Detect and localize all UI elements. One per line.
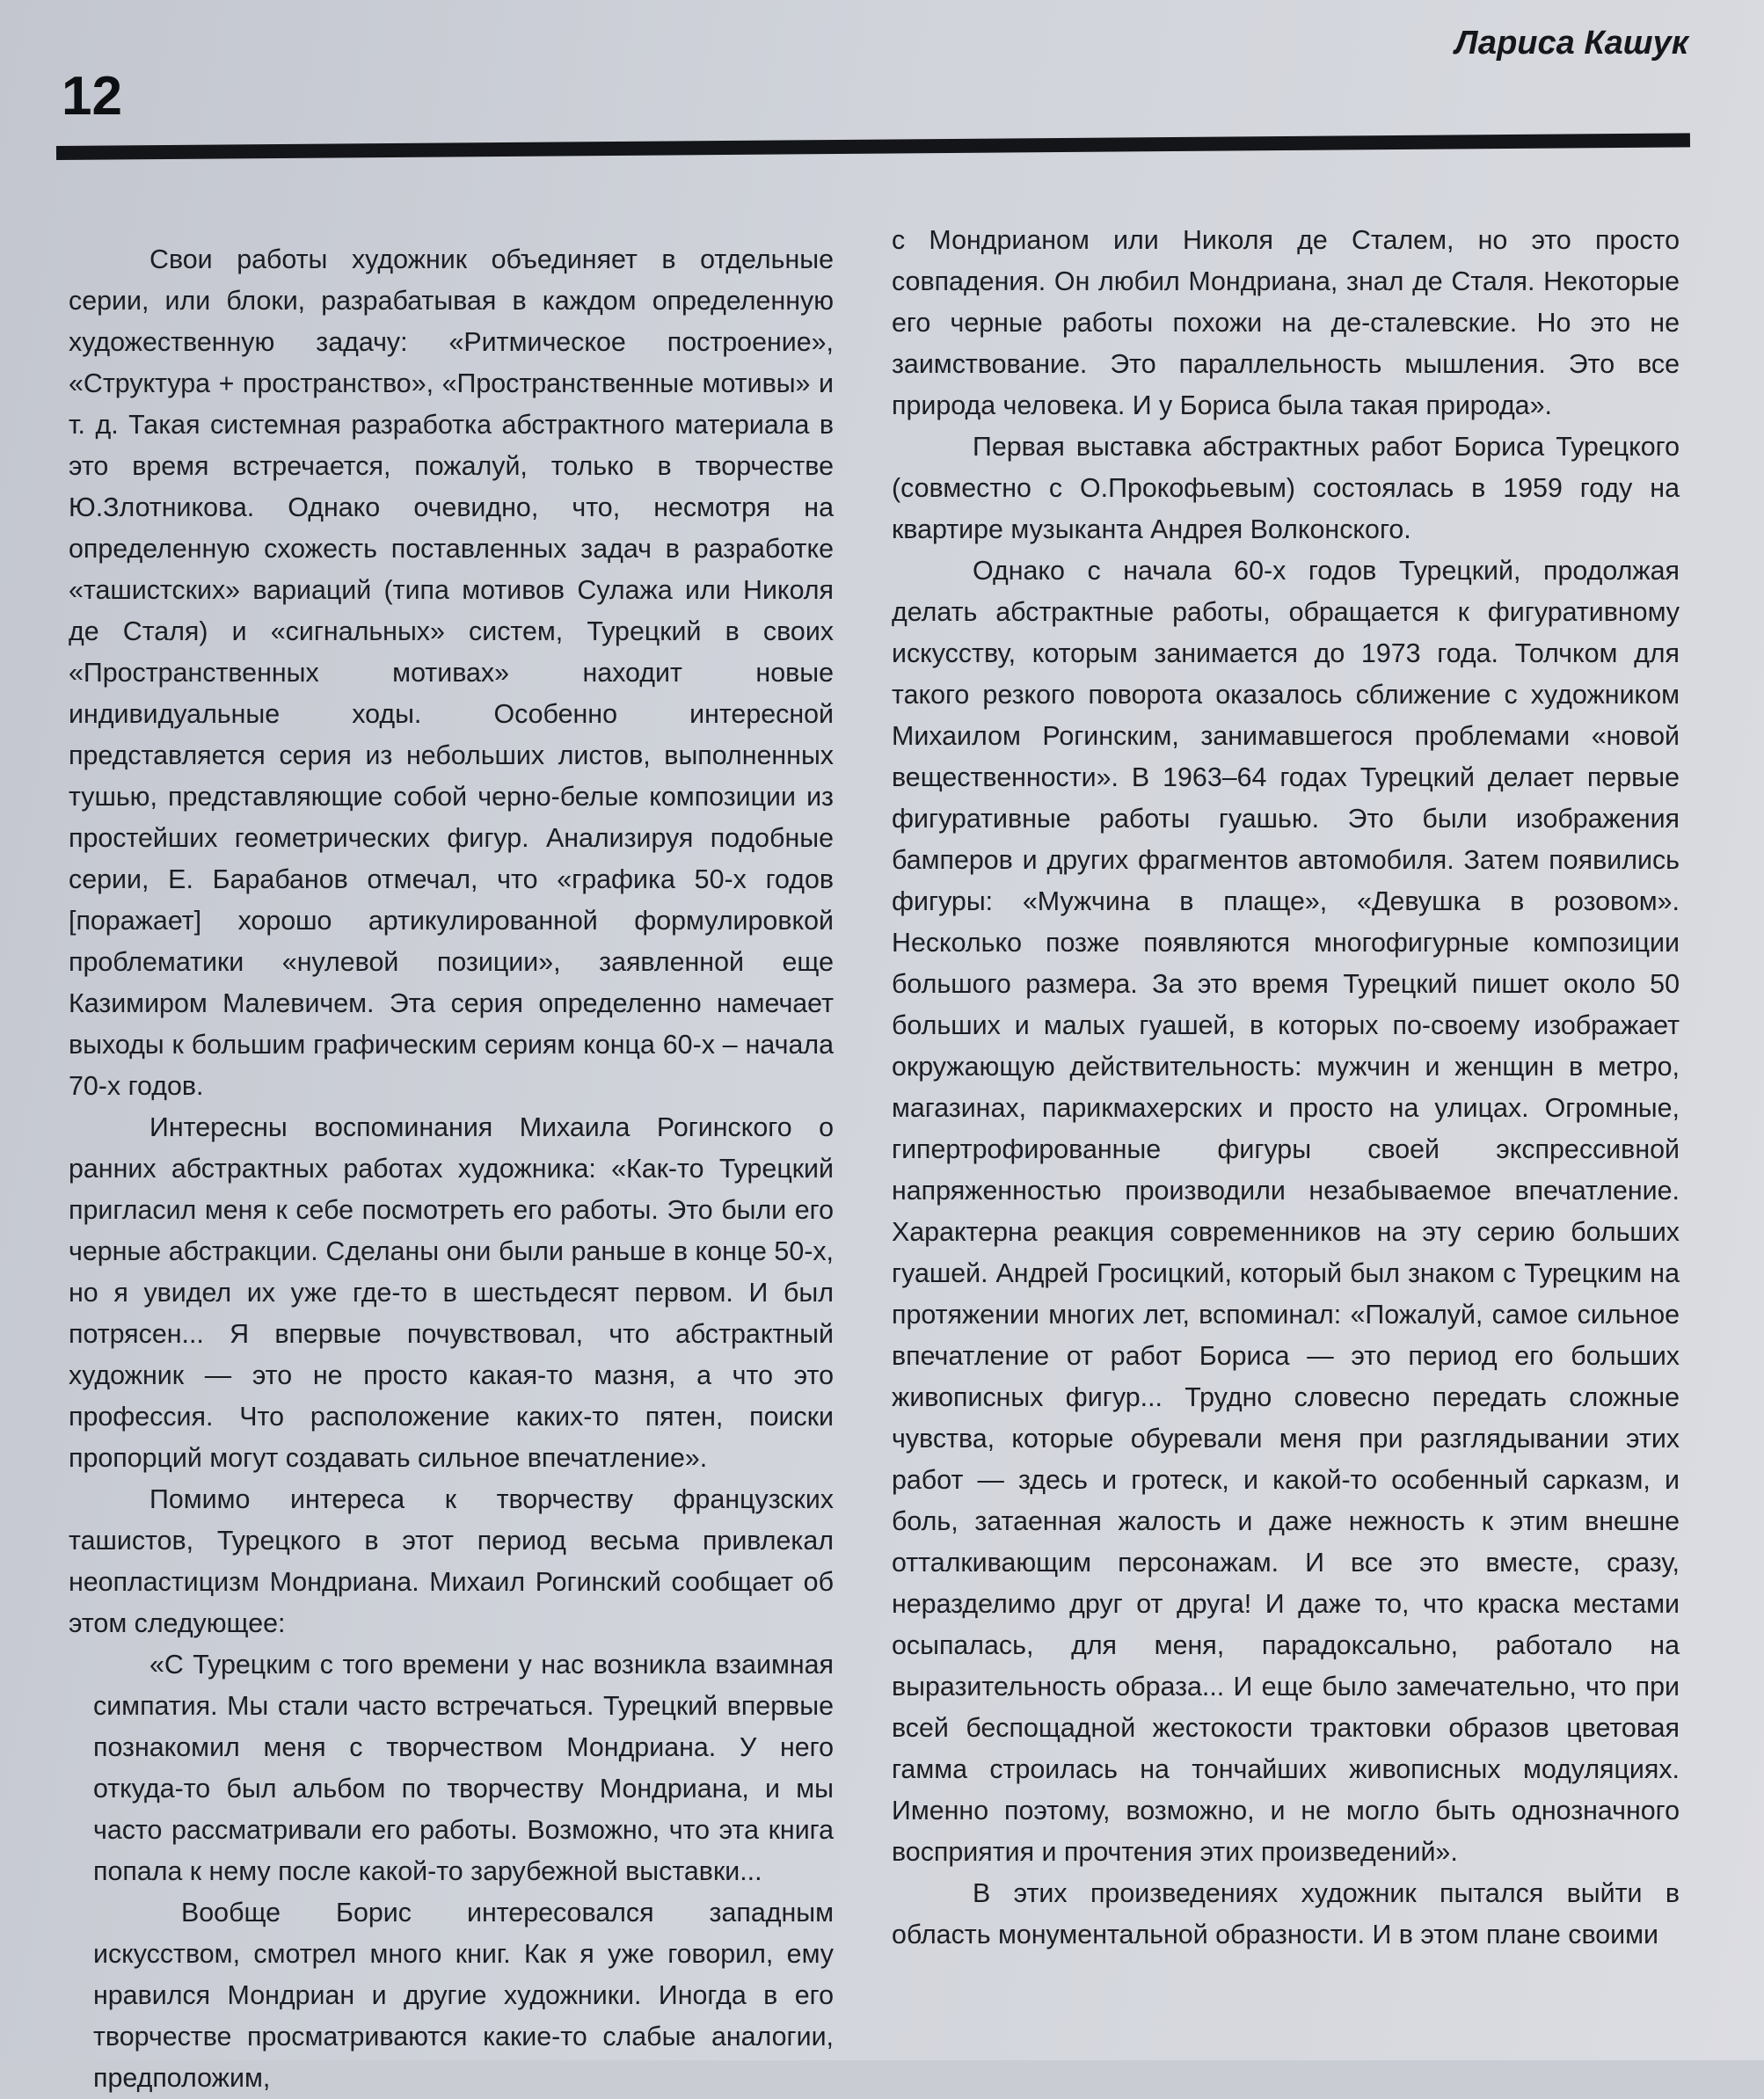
- paragraph: Однако с начала 60-х годов Турецкий, продолжая делать абстрактные работы, обращается к фигуративному искусству, которым занимается до 1973 года. Толчком для такого резкого поворота оказалось сближение с художником Михаилом Рогинским, занимавшегося проблемами «новой вещественности». В 1963–64 годах Турецкий делает первые фигуративные работы гуашью. Это были изображения бамперов и других фрагментов автомобиля. Затем появились фигуры: «Мужчина в плаще», «Девушка в розовом». Несколько позже появляются многофигурные композиции большого размера. За это время Турецкий пишет около 50 больших и малых гуашей, в которых по-своему изображает окружающую действительность: мужчин и женщин в метро, магазинах, парикмахерских и просто на улицах. Огромные, гипертрофированные фигуры своей экспрессивной напряженностью производили незабываемое впечатление. Характерна реакция современников на эту серию больших гуашей. Андрей Гросицкий, который был знаком с Турецким на протяжении многих лет, вспоминал: «Пожалуй, самое сильное впечатление от работ Бориса — это период его больших живописных фигур... Трудно словесно передать сложные чувства, которые обуревали меня при разглядывании этих работ — здесь и гротеск, и какой-то особенный сарказм, и боль, затаенная жалость и даже нежность к этим внешне отталкивающим персонажам. И все это вместе, сразу, неразделимо друг от друга! И даже то, что краска местами осыпалась, для меня, парадоксально, работало на выразительность образа... И еще было замечательно, что при всей беспощадной жестокости трактовки образов цветовая гамма строилась на тончайших живописных модуляциях. Именно поэтому, возможно, и не могло быть однозначного восприятия и прочтения этих произведений».: [892, 556, 1680, 1867]
- header-rule: [56, 133, 1690, 160]
- paragraph: В этих произведениях художник пытался выйти в область монументальной образности. И в этом плане своими: [892, 1878, 1680, 1950]
- author-name: Лариса Кашук: [1454, 25, 1688, 62]
- right-column: [892, 220, 1680, 1979]
- left-column: [69, 239, 834, 2093]
- paragraph: Помимо интереса к творчеству французских ташистов, Турецкого в этот период весьма привлекал неопластицизм Мондриана. Михаил Рогинский сообщает об этом следующее:: [69, 1484, 834, 1638]
- paragraph: с Мондрианом или Николя де Сталем, но это просто совпадения. Он любил Мондриана, знал де Сталя. Некоторые его черные работы похожи на де-сталевские. Но это не заимствование. Это параллельность мышления. Это все природа человека. И у Бориса была такая природа».: [892, 225, 1680, 420]
- quote-paragraph: Вообще Борис интересовался западным искусством, смотрел много книг. Как я уже говорил, ему нравился Мондриан и другие художники. Иногда в его творчестве просматриваются какие-то слабые аналогии, предположим,: [93, 1898, 834, 2093]
- paragraph: Свои работы художник объединяет в отдельные серии, или блоки, разрабатывая в каждом определенную художественную задачу: «Ритмическое построение», «Структура + пространство», «Пространственные мотивы» и т. д. Такая системная разработка абстрактного материала в это время встречается, пожалуй, только в творчестве Ю.Злотникова. Однако очевидно, что, несмотря на определенную схожесть поставленных задач в разработке «ташистских» вариаций (типа мотивов Сулажа или Николя де Сталя) и «сигнальных» систем, Турецкий в своих «Пространственных мотивах» находит новые индивидуальные ходы. Особенно интересной представляется серия из небольших листов, выполненных тушью, представляющие собой черно-белые композиции из простейших геометрических фигур. Анализируя подобные серии, Е. Барабанов отмечал, что «графика 50-х годов [поражает] хорошо артикулированной формулировкой проблематики «нулевой позиции», заявленной еще Казимиром Малевичем. Эта серия определенно намечает выходы к большим графическим сериям конца 60-х – начала 70-х годов.: [69, 244, 834, 1101]
- page-number: 12: [62, 66, 122, 127]
- paragraph: Интересны воспоминания Михаила Рогинского о ранних абстрактных работах художника: «Как-то Турецкий пригласил меня к себе посмотреть его работы. Это были его черные абстракции. Сделаны они были раньше в конце 50-х, но я увидел их уже где-то в шестьдесят первом. И был потрясен... Я впервые почувствовал, что абстрактный художник — это не просто какая-то мазня, а что это профессия. Что расположение каких-то пятен, поиски пропорций могут создавать сильное впечатление».: [69, 1112, 834, 1473]
- quote-paragraph: «С Турецким с того времени у нас возникла взаимная симпатия. Мы стали часто встречаться. Турецкий впервые познакомил меня с творчеством Мондриана. У него откуда-то был альбом по творчеству Мондриана, и мы часто рассматривали его работы. Возможно, что эта книга попала к нему после какой-то зарубежной выставки...: [93, 1650, 834, 1886]
- paragraph: Первая выставка абстрактных работ Бориса Турецкого (совместно с О.Прокофьевым) состоялась в 1959 году на квартире музыканта Андрея Волконского.: [892, 432, 1680, 544]
